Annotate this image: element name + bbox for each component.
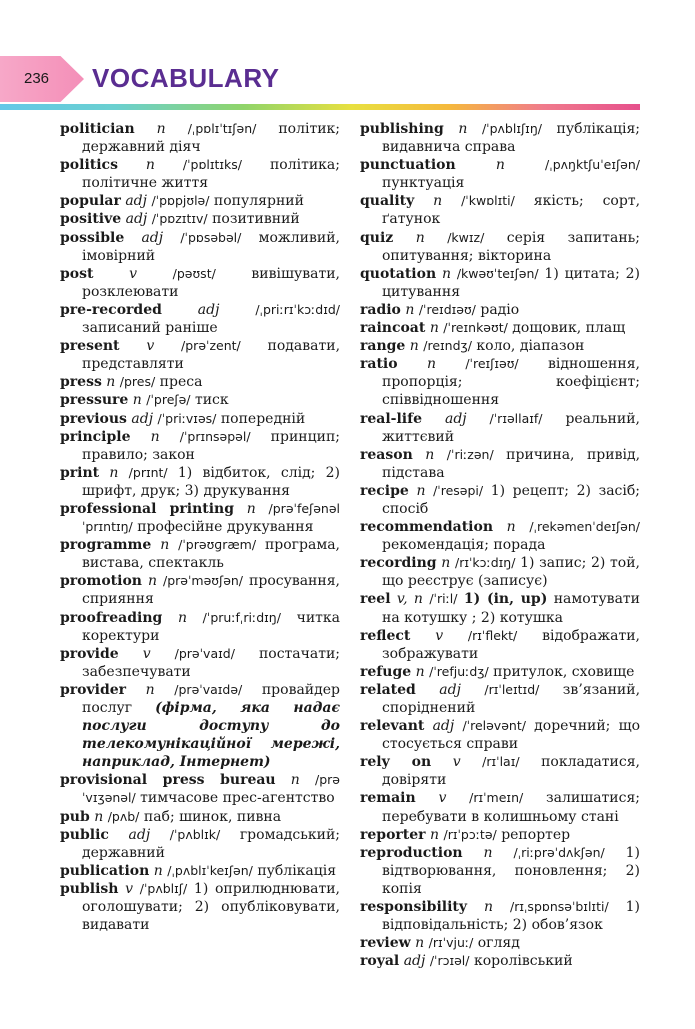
headword: professional printing bbox=[60, 500, 234, 517]
headword: related bbox=[360, 681, 416, 698]
headword: politics bbox=[60, 157, 118, 174]
headword: reel bbox=[360, 591, 391, 608]
headword: publication bbox=[60, 862, 150, 879]
vocabulary-entry bbox=[60, 572, 340, 608]
transcription: /rɪˈflekt/ bbox=[467, 627, 518, 643]
vocabulary-entry bbox=[60, 391, 340, 409]
transcription: /ˈreɪʃɪəʊ/ bbox=[465, 356, 519, 372]
transcription: /prəˈvaɪdə/ bbox=[174, 681, 243, 697]
right-column bbox=[360, 120, 640, 970]
headword: provisional press bureau bbox=[60, 772, 276, 789]
usage-note: 1) (in, up) bbox=[463, 591, 548, 608]
headword: publishing bbox=[360, 121, 444, 137]
translation: читка коректури bbox=[82, 609, 341, 644]
part-of-speech: n bbox=[405, 301, 415, 318]
translation: громадський; державний bbox=[82, 826, 341, 861]
headword: range bbox=[360, 338, 406, 355]
transcription: /rɪˈleɪtɪd/ bbox=[484, 681, 540, 697]
transcription: /ˈkwɒlɪti/ bbox=[461, 193, 515, 209]
part-of-speech: n bbox=[433, 193, 443, 210]
headword: promotion bbox=[60, 573, 142, 590]
transcription: /ˈpʌblɪʃ/ bbox=[139, 880, 188, 896]
headword: radio bbox=[360, 301, 401, 318]
headword: programme bbox=[60, 537, 152, 554]
part-of-speech: adj bbox=[444, 410, 467, 427]
part-of-speech: n bbox=[484, 899, 494, 916]
part-of-speech: n bbox=[156, 121, 166, 137]
headword: reason bbox=[360, 446, 413, 463]
transcription: /ˈrɪəllaɪf/ bbox=[489, 410, 543, 426]
vocabulary-entry bbox=[360, 844, 640, 898]
vocabulary-entry bbox=[60, 771, 340, 807]
vocabulary-entry bbox=[60, 229, 340, 265]
translation: попередній bbox=[220, 410, 306, 427]
translation: рекомендація; порада bbox=[382, 537, 546, 554]
headword: pre-recorded bbox=[60, 301, 162, 318]
transcription: /ˈrɔɪəl/ bbox=[429, 953, 470, 969]
translation: реальний, життєвий bbox=[382, 410, 640, 445]
headword: quiz bbox=[360, 229, 394, 246]
part-of-speech: n bbox=[153, 862, 163, 879]
part-of-speech: n bbox=[506, 519, 516, 536]
vocabulary-entry bbox=[60, 428, 340, 464]
vocabulary-entry bbox=[360, 717, 640, 753]
translation: доречний; що стосується справи bbox=[382, 718, 641, 753]
headword: present bbox=[60, 338, 120, 355]
vocabulary-entry bbox=[60, 536, 340, 572]
part-of-speech: n bbox=[416, 482, 426, 499]
headword: post bbox=[60, 265, 94, 282]
part-of-speech: n bbox=[290, 772, 300, 789]
translation: професійне друкування bbox=[137, 519, 314, 536]
translation: відображати, зображувати bbox=[382, 627, 640, 662]
translation: тиск bbox=[194, 392, 229, 409]
headword: real-life bbox=[360, 410, 423, 427]
headword: print bbox=[60, 464, 100, 481]
part-of-speech: n bbox=[246, 500, 256, 517]
vocabulary-entry bbox=[360, 482, 640, 518]
headword: positive bbox=[60, 211, 122, 228]
explanation: (фірма, яка надає послуги доступу до телекомунікаційної мережі, наприклад, Інтернет) bbox=[82, 700, 341, 771]
transcription: /ˌriːprəˈdʌkʃən/ bbox=[513, 844, 605, 860]
transcription: /ˌpʌŋktʃuˈeɪʃən/ bbox=[545, 157, 641, 173]
transcription: /prəˈvaɪd/ bbox=[174, 645, 235, 661]
transcription: /ˈpɒsəbəl/ bbox=[180, 229, 242, 245]
translation: відношення, пропорція; коефіцієнт; співвідношення bbox=[382, 356, 640, 409]
section-title: VOCABULARY bbox=[92, 63, 280, 93]
vocabulary-entry bbox=[360, 789, 640, 825]
transcription: /rɪˈpɔːtə/ bbox=[443, 826, 497, 842]
transcription: /ˈpʌblɪʃɪŋ/ bbox=[481, 121, 542, 136]
transcription: /prəˈvɪʒənəl/ bbox=[82, 772, 340, 806]
translation: притулок, сховище bbox=[493, 663, 635, 680]
transcription: /ˈpɒzɪtɪv/ bbox=[151, 211, 208, 227]
translation: паб; шинок, пивна bbox=[143, 808, 282, 825]
part-of-speech: adj bbox=[131, 410, 154, 427]
vocabulary-entry bbox=[360, 120, 640, 156]
headword: quality bbox=[360, 193, 415, 210]
transcription: /ˈpruːfˌriːdɪŋ/ bbox=[202, 609, 281, 625]
transcription: /ˈprəʊɡræm/ bbox=[178, 537, 257, 553]
part-of-speech: adj bbox=[125, 211, 148, 228]
part-of-speech: v bbox=[142, 645, 151, 662]
vocabulary-entry bbox=[360, 898, 640, 934]
vocabulary-entry bbox=[60, 410, 340, 428]
part-of-speech: n bbox=[160, 537, 170, 554]
headword: rely on bbox=[360, 754, 432, 771]
translation: 1) відбиток, слід; 2) шрифт, друк; 3) друкування bbox=[82, 464, 341, 499]
headword: public bbox=[60, 826, 109, 843]
part-of-speech: n bbox=[458, 121, 468, 137]
transcription: /prəˈfeʃənəl ˈprɪntɪŋ/ bbox=[82, 500, 341, 535]
transcription: /ˌpʌblɪˈkeɪʃən/ bbox=[167, 862, 253, 878]
transcription: /pəʊst/ bbox=[172, 265, 216, 281]
headword: ratio bbox=[360, 356, 398, 373]
headword: pub bbox=[60, 808, 90, 825]
transcription: /rɪˈlaɪ/ bbox=[482, 754, 520, 770]
headword: refuge bbox=[360, 663, 412, 680]
headword: pressure bbox=[60, 392, 129, 409]
transcription: /kwɪz/ bbox=[447, 229, 485, 245]
transcription: /ˈpreʃə/ bbox=[146, 392, 191, 408]
transcription: /ˈprɪnsəpəl/ bbox=[179, 428, 251, 444]
headword: recipe bbox=[360, 482, 409, 499]
vocabulary-entry bbox=[60, 373, 340, 391]
transcription: /ˈreɪnkəʊt/ bbox=[443, 320, 508, 336]
vocabulary-entry bbox=[360, 753, 640, 789]
part-of-speech: n bbox=[441, 265, 451, 282]
vocabulary-entry bbox=[60, 337, 340, 373]
translation: 1) відповідальність; 2) обов’язок bbox=[382, 899, 641, 934]
headword: quotation bbox=[360, 265, 437, 282]
part-of-speech: n bbox=[132, 392, 142, 409]
part-of-speech: n bbox=[145, 157, 155, 174]
transcription: /ˈriːzən/ bbox=[446, 446, 494, 462]
translation: вивішувати, розклеювати bbox=[82, 265, 341, 300]
translation: програма, вистава, спектакль bbox=[82, 537, 341, 572]
translation: 1) запис; 2) той, що реєструє (записує) bbox=[382, 555, 641, 590]
translation: королівський bbox=[473, 953, 573, 970]
transcription: /ˈreləvənt/ bbox=[462, 718, 526, 734]
headword: principle bbox=[60, 428, 131, 445]
part-of-speech: n bbox=[495, 157, 505, 174]
vocabulary-entry bbox=[360, 301, 640, 319]
vocabulary-entry bbox=[60, 681, 340, 771]
headword: provide bbox=[60, 645, 119, 662]
headword: recording bbox=[360, 555, 437, 572]
translation: записаний раніше bbox=[82, 320, 218, 337]
part-of-speech: v bbox=[452, 754, 461, 771]
transcription: /rɪˈmeɪn/ bbox=[469, 790, 524, 806]
rainbow-divider bbox=[0, 104, 640, 110]
translation: публікація bbox=[257, 862, 337, 879]
vocabulary-entry bbox=[360, 554, 640, 590]
translation: популярний bbox=[213, 193, 304, 210]
part-of-speech: v bbox=[438, 790, 447, 807]
translation: якість; сорт, ґатунок bbox=[382, 193, 641, 228]
part-of-speech: v bbox=[125, 880, 134, 897]
page-number: 236 bbox=[24, 70, 50, 87]
transcription: /rɪˈkɔːdɪŋ/ bbox=[454, 555, 516, 571]
vocabulary-entry bbox=[360, 192, 640, 228]
part-of-speech: n bbox=[409, 338, 419, 355]
part-of-speech: adj bbox=[432, 718, 455, 735]
vocabulary-entry bbox=[60, 192, 340, 210]
headword: reporter bbox=[360, 826, 426, 843]
vocabulary-entry bbox=[60, 156, 340, 192]
transcription: /rɪˌspɒnsəˈbɪlɪti/ bbox=[510, 899, 609, 915]
headword: royal bbox=[360, 953, 400, 970]
part-of-speech: n bbox=[177, 609, 187, 626]
translation: радіо bbox=[480, 301, 520, 318]
translation: коло, діапазон bbox=[476, 338, 585, 355]
part-of-speech: v bbox=[129, 265, 138, 282]
transcription: /prəˈzent/ bbox=[181, 338, 241, 354]
vocabulary-entry bbox=[360, 446, 640, 482]
part-of-speech: n bbox=[106, 374, 116, 391]
vocabulary-entry bbox=[60, 808, 340, 826]
transcription: /prɪnt/ bbox=[128, 464, 168, 480]
translation: репортер bbox=[501, 826, 571, 843]
vocabulary-entry bbox=[360, 518, 640, 554]
headword: previous bbox=[60, 410, 127, 427]
transcription: /rɪˈvjuː/ bbox=[428, 935, 474, 951]
translation: подавати, представляти bbox=[82, 338, 341, 373]
headword: reproduction bbox=[360, 844, 463, 861]
part-of-speech: n bbox=[145, 681, 155, 698]
translation: провайдер послуг bbox=[82, 681, 340, 716]
vocabulary-entry bbox=[360, 826, 640, 844]
headword: responsibility bbox=[360, 899, 468, 916]
part-of-speech: n bbox=[109, 464, 119, 481]
part-of-speech: n bbox=[426, 356, 436, 373]
vocabulary-entry bbox=[360, 590, 640, 626]
headword: possible bbox=[60, 229, 125, 246]
vocabulary-entry bbox=[60, 826, 340, 862]
part-of-speech: adj bbox=[197, 301, 220, 318]
headword: review bbox=[360, 935, 411, 952]
part-of-speech: v bbox=[435, 627, 444, 644]
translation: позитивний bbox=[212, 211, 300, 228]
translation: можливий, імовірний bbox=[82, 229, 340, 264]
translation: залишатися; перебувати в колишньому стані bbox=[382, 790, 641, 825]
translation: постачати; забезпечувати bbox=[82, 645, 341, 680]
part-of-speech: n bbox=[429, 320, 439, 337]
part-of-speech: n bbox=[415, 229, 425, 246]
transcription: /reɪndʒ/ bbox=[423, 338, 472, 354]
part-of-speech: adj bbox=[439, 681, 461, 698]
part-of-speech: adj bbox=[125, 193, 147, 210]
vocabulary-entry bbox=[360, 934, 640, 952]
part-of-speech: n bbox=[147, 573, 157, 590]
translation: дощовик, плащ bbox=[512, 320, 626, 337]
translation: серія запитань; опитування; вікторина bbox=[382, 229, 640, 264]
vocabulary-entry bbox=[60, 880, 340, 934]
headword: press bbox=[60, 374, 102, 391]
translation: публікація; видавнича справа bbox=[382, 121, 641, 156]
transcription: /ˌpriːrɪˈkɔːdɪd/ bbox=[255, 301, 340, 317]
part-of-speech: v bbox=[146, 338, 155, 355]
translation: преса bbox=[159, 374, 203, 391]
translation: 1) відтворювання, поновлення; 2) копія bbox=[382, 844, 640, 897]
part-of-speech: v, n bbox=[396, 591, 423, 608]
transcription: /ˈriːl/ bbox=[429, 591, 458, 607]
part-of-speech: adj bbox=[403, 953, 426, 970]
vocabulary-entry bbox=[60, 862, 340, 880]
translation: 1) рецепт; 2) засіб; спосіб bbox=[382, 482, 641, 517]
translation: пунктуація bbox=[382, 175, 465, 192]
vocabulary-entry bbox=[60, 609, 340, 645]
headword: recommendation bbox=[360, 519, 494, 536]
vocabulary-entry bbox=[360, 681, 640, 717]
vocabulary-entry bbox=[360, 952, 640, 970]
translation: покладатися, довіряти bbox=[382, 754, 640, 789]
part-of-speech: n bbox=[94, 808, 104, 825]
headword: popular bbox=[60, 193, 121, 210]
part-of-speech: n bbox=[150, 428, 160, 445]
vocabulary-entry bbox=[60, 301, 340, 337]
headword: provider bbox=[60, 681, 127, 698]
transcription: /pres/ bbox=[119, 374, 156, 390]
headword: proofreading bbox=[60, 609, 163, 626]
headword: reflect bbox=[360, 627, 411, 644]
vocabulary-entry bbox=[360, 627, 640, 663]
part-of-speech: n bbox=[441, 555, 451, 572]
transcription: /prəˈməʊʃən/ bbox=[163, 573, 244, 589]
vocabulary-entry bbox=[60, 210, 340, 228]
headword: raincoat bbox=[360, 320, 426, 337]
translation: тимчасове прес-агентство bbox=[140, 790, 335, 807]
vocabulary-entry bbox=[60, 265, 340, 301]
vocabulary-entry bbox=[360, 229, 640, 265]
transcription: /pʌb/ bbox=[107, 808, 140, 824]
vocabulary-entry bbox=[360, 663, 640, 681]
vocabulary-entry bbox=[360, 265, 640, 301]
vocabulary-entry bbox=[360, 355, 640, 409]
transcription: /ˈpɒlɪtɪks/ bbox=[182, 157, 243, 173]
transcription: /ˈpɒpjʊlə/ bbox=[151, 193, 210, 209]
vocabulary-entry bbox=[360, 337, 640, 355]
translation: причина, привід, підстава bbox=[382, 446, 641, 481]
part-of-speech: n bbox=[425, 446, 435, 463]
transcription: /ˈrefjuːdʒ/ bbox=[429, 663, 489, 679]
translation: огляд bbox=[477, 935, 520, 952]
part-of-speech: n bbox=[483, 844, 493, 861]
part-of-speech: adj bbox=[141, 229, 164, 246]
translation: політика; політичне життя bbox=[82, 157, 340, 192]
translation: 1) оприлюднювати, оголошувати; 2) опубліковувати, видавати bbox=[82, 880, 340, 934]
part-of-speech: n bbox=[430, 826, 440, 843]
translation: просування, сприяння bbox=[82, 573, 341, 608]
part-of-speech: adj bbox=[128, 826, 151, 843]
part-of-speech: n bbox=[415, 935, 425, 952]
transcription: /ˌrekəmenˈdeɪʃən/ bbox=[529, 519, 640, 535]
headword: punctuation bbox=[360, 157, 456, 174]
headword: relevant bbox=[360, 718, 425, 735]
translation: 1) цитата; 2) цитування bbox=[382, 265, 640, 300]
translation: політик; державний діяч bbox=[82, 121, 341, 156]
translation: зв’язаний, споріднений bbox=[382, 681, 641, 716]
vocabulary-entry bbox=[60, 500, 340, 536]
transcription: /ˈpʌblɪk/ bbox=[169, 826, 221, 842]
translation: принцип; правило; закон bbox=[82, 428, 340, 463]
transcription: /ˌpɒlɪˈtɪʃən/ bbox=[187, 121, 257, 136]
headword: politician bbox=[60, 121, 135, 137]
left-column bbox=[60, 120, 340, 934]
part-of-speech: n bbox=[415, 663, 425, 680]
vocabulary-entry bbox=[360, 319, 640, 337]
translation: намотувати на котушку ; 2) котушка bbox=[382, 591, 640, 626]
transcription: /kwəʊˈteɪʃən/ bbox=[456, 265, 539, 281]
vocabulary-entry bbox=[60, 645, 340, 681]
transcription: /ˈreɪdɪəʊ/ bbox=[418, 301, 476, 317]
transcription: /ˈresəpi/ bbox=[433, 482, 484, 498]
vocabulary-entry bbox=[60, 464, 340, 500]
headword: remain bbox=[360, 790, 416, 807]
transcription: /ˈpriːvɪəs/ bbox=[157, 410, 217, 426]
vocabulary-entry bbox=[360, 156, 640, 192]
headword: publish bbox=[60, 880, 119, 897]
vocabulary-entry bbox=[60, 120, 340, 156]
vocabulary-entry bbox=[360, 410, 640, 446]
